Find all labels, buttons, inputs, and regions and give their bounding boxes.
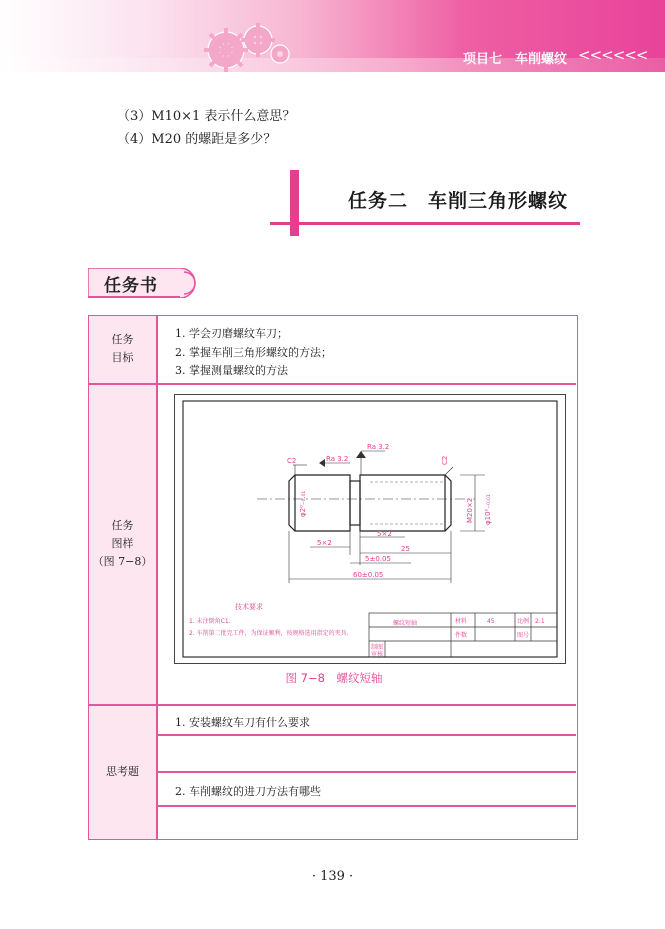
goal-label-line2: 目标 <box>111 351 134 364</box>
row-divider-1 <box>89 383 576 385</box>
task-heading-bar <box>290 170 299 236</box>
title-check: 审核 <box>371 651 384 658</box>
task-table <box>88 315 578 840</box>
thread-note: M20×2 <box>466 497 474 523</box>
title-scale: 2:1 <box>535 618 545 625</box>
think-label: 思考题 <box>106 765 139 778</box>
figure-caption: 图 7−8 螺纹短轴 <box>285 671 383 685</box>
title-material-label: 材料 <box>455 618 468 625</box>
roughness-note: Ra 3.2 <box>367 443 390 451</box>
dimension-25: 25 <box>401 545 410 553</box>
task-heading-underline <box>270 222 580 225</box>
chevron-decoration: <<<<<< <box>578 46 648 64</box>
title-no-label: 图号 <box>517 632 530 639</box>
drawing-label-line1: 任务 <box>111 519 134 532</box>
task-title: 任务二 车削三角形螺纹 <box>348 190 569 212</box>
goal-item: 3. 掌握测量螺纹的方法 <box>175 364 288 377</box>
think-divider-a <box>156 734 576 736</box>
chamfer-note: C2 <box>287 457 297 465</box>
running-title: 项目七 车削螺纹 <box>463 52 568 67</box>
goal-item: 1. 学会刃磨螺纹车刀； <box>175 327 288 340</box>
think-divider-c <box>156 805 576 807</box>
goal-label-line1: 任务 <box>111 333 134 346</box>
gears-icon <box>196 14 296 74</box>
dimension-5: 5±0.05 <box>365 555 391 563</box>
drawing-label-line2: 图样 <box>111 537 134 550</box>
tech-req-1: 1. 未注倒角C1. <box>189 618 231 625</box>
column-divider <box>156 316 158 839</box>
think-question-1: 1. 安装螺纹车刀有什么要求 <box>175 716 310 729</box>
row-divider-2 <box>89 704 576 706</box>
diameter-note: φ10⁰₋₀.₀₁ <box>484 494 492 525</box>
title-scale-label: 比例 <box>517 618 530 625</box>
title-part-name: 螺纹短轴 <box>393 620 418 627</box>
engineering-drawing <box>174 394 566 664</box>
think-question-2: 2. 车削螺纹的进刀方法有哪些 <box>175 785 321 798</box>
question-4: （4）M20 的螺距是多少？ <box>117 132 277 147</box>
page-header-band <box>0 0 665 72</box>
title-draw: 制图 <box>371 644 384 651</box>
think-divider-b <box>156 771 576 773</box>
groove-note: 5×2 <box>377 530 392 538</box>
tech-req-2: 2. 车削第二批完工件，为保证顺利，按规格选用指定的夹具. <box>189 630 349 637</box>
roughness-note: Ra 3.2 <box>326 455 349 463</box>
goal-item: 2. 掌握车削三角形螺纹的方法； <box>175 346 332 359</box>
groove-note: 5×2 <box>317 539 332 547</box>
question-3: （3）M10×1 表示什么意思？ <box>117 109 296 124</box>
title-weight-label: 件数 <box>455 632 468 639</box>
tech-title: 技术要求 <box>235 603 263 611</box>
task-book-label: 任务书 <box>104 276 158 296</box>
diameter-note: φ2⁰₋₀.₀₁ <box>299 490 307 517</box>
title-material: 45 <box>487 618 495 625</box>
drawing-label-line3: （图 7−8） <box>92 555 153 568</box>
page-number: · 139 · <box>311 869 354 884</box>
chamfer-note: C2 <box>441 455 449 465</box>
dimension-60: 60±0.05 <box>353 571 384 579</box>
